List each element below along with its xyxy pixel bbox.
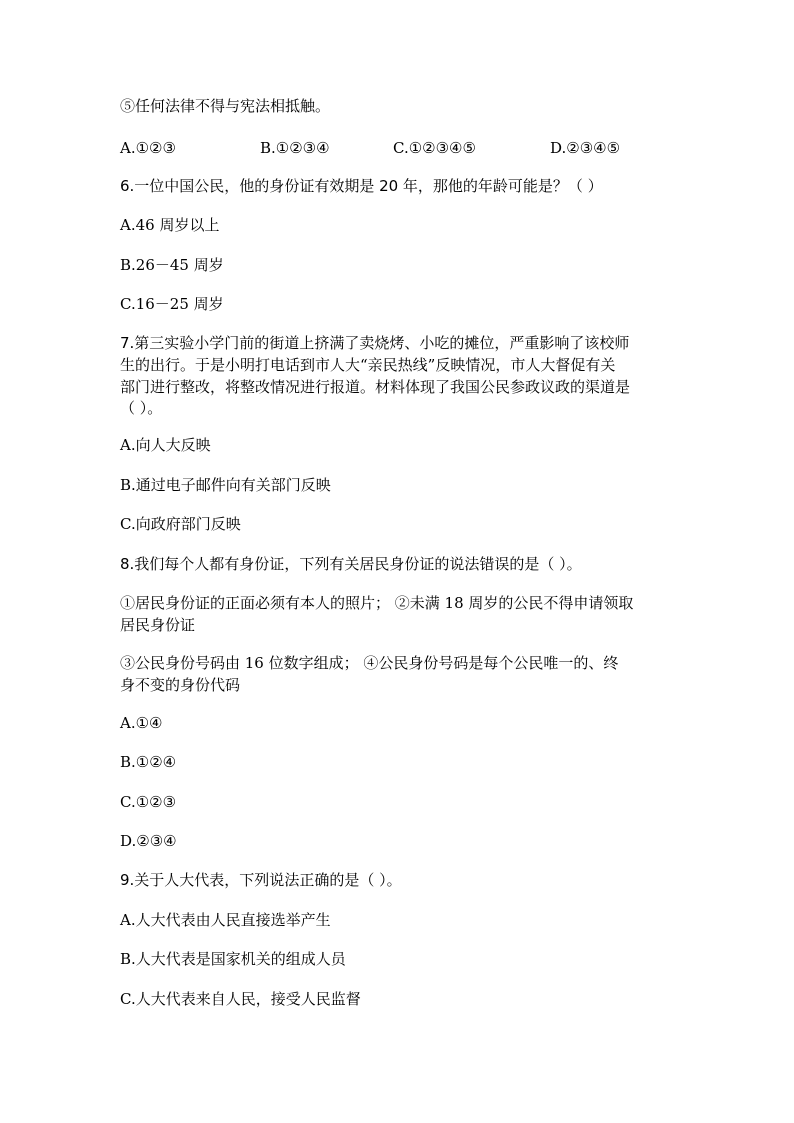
q7-stem-line-4: （ ）。 <box>120 399 163 417</box>
q7-option-a: A.向人大反映 <box>120 436 211 454</box>
q5-option-c: C.①②③④⑤ <box>393 139 476 157</box>
q7-option-c: C.向政府部门反映 <box>120 515 241 533</box>
q7-stem-line-3: 部门进行整改，将整改情况进行报道。材料体现了我国公民参政议政的渠道是 <box>120 378 631 396</box>
q8-statement-line-2: 居民身份证 <box>120 616 196 634</box>
q9-option-a: A.人大代表由人民直接选举产生 <box>120 911 331 929</box>
q6-option-c: C.16－25 周岁 <box>120 295 224 313</box>
q8-option-a: A.①④ <box>120 714 163 732</box>
q9-option-c: C.人大代表来自人民，接受人民监督 <box>120 990 361 1008</box>
q7-stem-line-1: 7.第三实验小学门前的街道上挤满了卖烧烤、小吃的摊位，严重影响了该校师 <box>120 334 630 352</box>
q9-option-b: B.人大代表是国家机关的组成人员 <box>120 950 346 968</box>
q8-option-c: C.①②③ <box>120 793 177 811</box>
q5-option-b: B.①②③④ <box>260 139 330 157</box>
q8-option-d: D.②③④ <box>120 832 177 850</box>
q7-option-b: B.通过电子邮件向有关部门反映 <box>120 476 331 494</box>
q5-statement-5: ⑤任何法律不得与宪法相抵触。 <box>120 97 331 115</box>
q5-option-d: D.②③④⑤ <box>550 139 621 157</box>
q8-statement-line-3: ③公民身份号码由 16 位数字组成； ④公民身份号码是每个公民唯一的、终 <box>120 654 619 672</box>
q8-option-b: B.①②④ <box>120 753 177 771</box>
q8-statement-line-1: ①居民身份证的正面必须有本人的照片； ②未满 18 周岁的公民不得申请领取 <box>120 594 634 612</box>
q6-option-a: A.46 周岁以上 <box>120 216 220 234</box>
q8-stem: 8.我们每个人都有身份证，下列有关居民身份证的说法错误的是（ ）。 <box>120 555 582 573</box>
q5-option-a: A.①②③ <box>120 139 176 157</box>
q6-stem: 6.一位中国公民，他的身份证有效期是 20 年，那他的年龄可能是？（ ） <box>120 177 603 195</box>
q6-option-b: B.26－45 周岁 <box>120 256 224 274</box>
q8-statement-line-4: 身不变的身份代码 <box>120 676 241 694</box>
q7-stem-line-2: 生的出行。于是小明打电话到市人大“亲民热线”反映情况，市人大督促有关 <box>120 356 616 374</box>
q9-stem: 9.关于人大代表，下列说法正确的是（ ）。 <box>120 871 402 889</box>
